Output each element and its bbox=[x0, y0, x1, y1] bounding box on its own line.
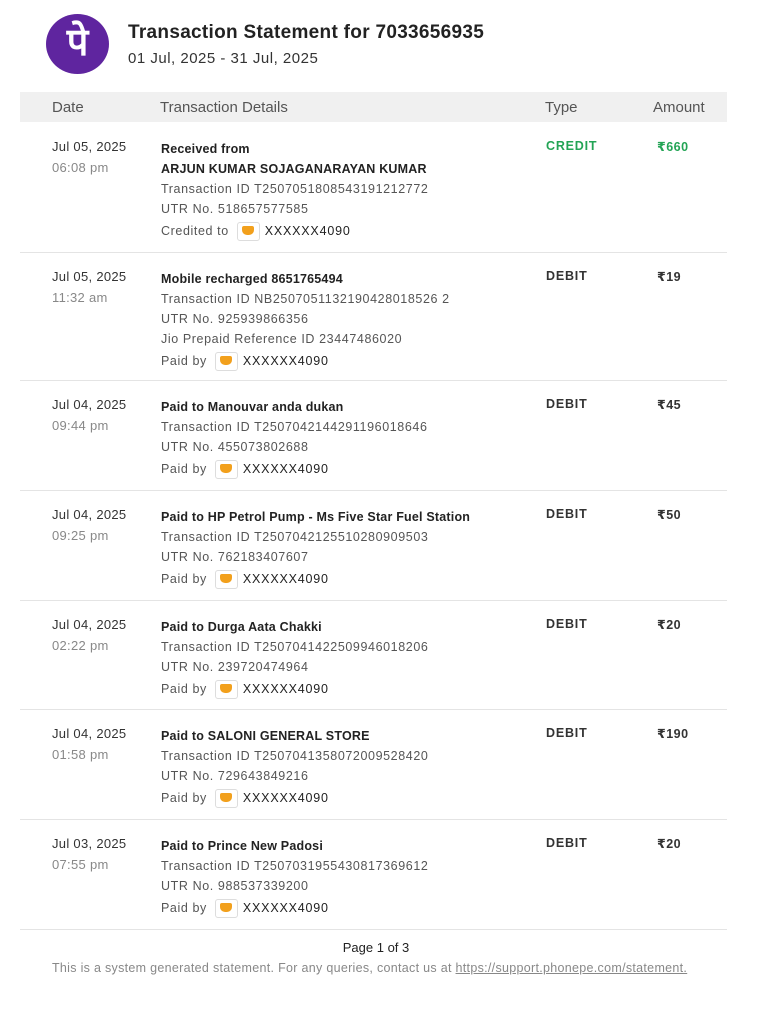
transaction-id: Transaction ID NB2507051132190428018526 2 bbox=[161, 292, 450, 306]
bank-icon bbox=[215, 789, 238, 808]
account-number: XXXXXX4090 bbox=[242, 901, 329, 915]
transaction-id: Transaction ID T2507041358072009528420 bbox=[161, 749, 429, 763]
transaction-details bbox=[161, 836, 428, 918]
transaction-date: Jul 04, 2025 bbox=[52, 507, 127, 522]
transaction-details bbox=[161, 269, 450, 371]
transaction-id: Transaction ID T2507042144291196018646 bbox=[161, 420, 428, 434]
transaction-time: 07:55 pm bbox=[52, 857, 109, 872]
transaction-id: Transaction ID T2507042125510280909503 bbox=[161, 530, 429, 544]
transaction-time: 02:22 pm bbox=[52, 638, 109, 653]
transaction-amount: ₹190 bbox=[657, 727, 689, 741]
account-info bbox=[161, 788, 428, 808]
bank-icon bbox=[237, 222, 260, 241]
transaction-id: Transaction ID T2507041422509946018206 bbox=[161, 640, 429, 654]
account-number: XXXXXX4090 bbox=[264, 224, 351, 238]
bank-icon bbox=[215, 460, 238, 479]
transaction-time: 11:32 am bbox=[52, 290, 108, 305]
transaction-type: DEBIT bbox=[546, 397, 588, 411]
reference-id: Jio Prepaid Reference ID 23447486020 bbox=[161, 332, 403, 346]
table-header bbox=[20, 92, 727, 122]
column-header-date: Date bbox=[52, 99, 84, 116]
transaction-id: Transaction ID T2507051808543191212772 bbox=[161, 182, 429, 196]
bank-icon bbox=[215, 680, 238, 699]
transaction-time: 09:44 pm bbox=[52, 418, 109, 433]
sender-name: ARJUN KUMAR SOJAGANARAYAN KUMAR bbox=[161, 162, 427, 176]
account-info bbox=[161, 898, 428, 918]
transaction-date: Jul 03, 2025 bbox=[52, 836, 127, 851]
transaction-title: Paid to SALONI GENERAL STORE bbox=[161, 729, 370, 743]
account-label: Paid by bbox=[161, 462, 207, 476]
utr-number: UTR No. 762183407607 bbox=[161, 550, 309, 564]
account-info bbox=[161, 459, 428, 479]
account-number: XXXXXX4090 bbox=[242, 462, 329, 476]
transaction-type: DEBIT bbox=[546, 836, 588, 850]
transaction-amount: ₹20 bbox=[657, 837, 682, 851]
utr-number: UTR No. 988537339200 bbox=[161, 879, 309, 893]
transaction-title: Paid to HP Petrol Pump - Ms Five Star Fuel Station bbox=[161, 510, 471, 524]
statement-header bbox=[46, 14, 484, 74]
transaction-time: 06:08 pm bbox=[52, 160, 109, 175]
transaction-date: Jul 04, 2025 bbox=[52, 397, 127, 412]
transaction-row bbox=[20, 820, 727, 930]
transaction-details bbox=[161, 726, 428, 808]
transaction-date: Jul 05, 2025 bbox=[52, 139, 127, 154]
statement-title: Transaction Statement for 7033656935 bbox=[128, 21, 485, 43]
transaction-title: Paid to Durga Aata Chakki bbox=[161, 620, 322, 634]
bank-icon bbox=[215, 570, 238, 589]
column-header-type: Type bbox=[545, 99, 578, 116]
column-header-details: Transaction Details bbox=[160, 99, 288, 116]
transaction-amount: ₹50 bbox=[657, 508, 682, 522]
transaction-row bbox=[20, 491, 727, 601]
transaction-amount: ₹45 bbox=[657, 398, 682, 412]
account-label: Paid by bbox=[161, 791, 207, 805]
account-info bbox=[161, 679, 428, 699]
transaction-details bbox=[161, 397, 428, 479]
transaction-details bbox=[161, 507, 470, 589]
transaction-date: Jul 04, 2025 bbox=[52, 617, 127, 632]
transaction-time: 01:58 pm bbox=[52, 747, 109, 762]
account-number: XXXXXX4090 bbox=[242, 572, 329, 586]
account-label: Paid by bbox=[161, 354, 207, 368]
utr-number: UTR No. 518657577585 bbox=[161, 202, 309, 216]
account-number: XXXXXX4090 bbox=[242, 682, 329, 696]
transaction-title: Paid to Prince New Padosi bbox=[161, 839, 323, 853]
column-header-amount: Amount bbox=[653, 99, 705, 116]
bank-icon bbox=[215, 352, 238, 371]
transaction-title: Mobile recharged 8651765494 bbox=[161, 272, 343, 286]
account-number: XXXXXX4090 bbox=[242, 354, 329, 368]
transaction-date: Jul 04, 2025 bbox=[52, 726, 127, 741]
utr-number: UTR No. 925939866356 bbox=[161, 312, 309, 326]
account-info bbox=[161, 569, 470, 589]
account-info bbox=[161, 351, 450, 371]
page-number: Page 1 of 3 bbox=[342, 940, 410, 955]
transaction-type: DEBIT bbox=[546, 617, 588, 631]
account-label: Credited to bbox=[161, 224, 229, 238]
transaction-title: Paid to Manouvar anda dukan bbox=[161, 400, 344, 414]
footer-note-text: This is a system generated statement. For any queries, contact us at bbox=[52, 961, 456, 975]
phonepe-logo bbox=[46, 14, 109, 74]
account-label: Paid by bbox=[161, 572, 207, 586]
transaction-row bbox=[20, 710, 727, 820]
utr-number: UTR No. 239720474964 bbox=[161, 660, 309, 674]
transaction-row bbox=[20, 123, 727, 253]
transaction-amount: ₹19 bbox=[657, 270, 682, 284]
transaction-type: DEBIT bbox=[546, 507, 588, 521]
utr-number: UTR No. 729643849216 bbox=[161, 769, 309, 783]
transaction-row bbox=[20, 381, 727, 491]
transaction-title: Received from bbox=[161, 142, 250, 156]
account-info bbox=[161, 221, 428, 241]
footer-note bbox=[52, 961, 687, 975]
transaction-details bbox=[161, 139, 428, 241]
account-label: Paid by bbox=[161, 901, 207, 915]
transaction-amount: ₹660 bbox=[657, 140, 689, 154]
transaction-amount: ₹20 bbox=[657, 618, 682, 632]
account-label: Paid by bbox=[161, 682, 207, 696]
transaction-type: DEBIT bbox=[546, 726, 588, 740]
account-number: XXXXXX4090 bbox=[242, 791, 329, 805]
transaction-row bbox=[20, 601, 727, 710]
transaction-row bbox=[20, 253, 727, 381]
utr-number: UTR No. 455073802688 bbox=[161, 440, 309, 454]
support-link[interactable]: https://support.phonepe.com/statement. bbox=[455, 961, 688, 975]
transaction-time: 09:25 pm bbox=[52, 528, 109, 543]
bank-icon bbox=[215, 899, 238, 918]
transaction-type: DEBIT bbox=[546, 269, 588, 283]
transaction-details bbox=[161, 617, 428, 699]
transaction-id: Transaction ID T2507031955430817369612 bbox=[161, 859, 429, 873]
statement-period: 01 Jul, 2025 - 31 Jul, 2025 bbox=[128, 49, 319, 67]
transaction-type: CREDIT bbox=[546, 139, 598, 153]
logo-glyph: पे bbox=[66, 20, 89, 64]
transaction-date: Jul 05, 2025 bbox=[52, 269, 127, 284]
